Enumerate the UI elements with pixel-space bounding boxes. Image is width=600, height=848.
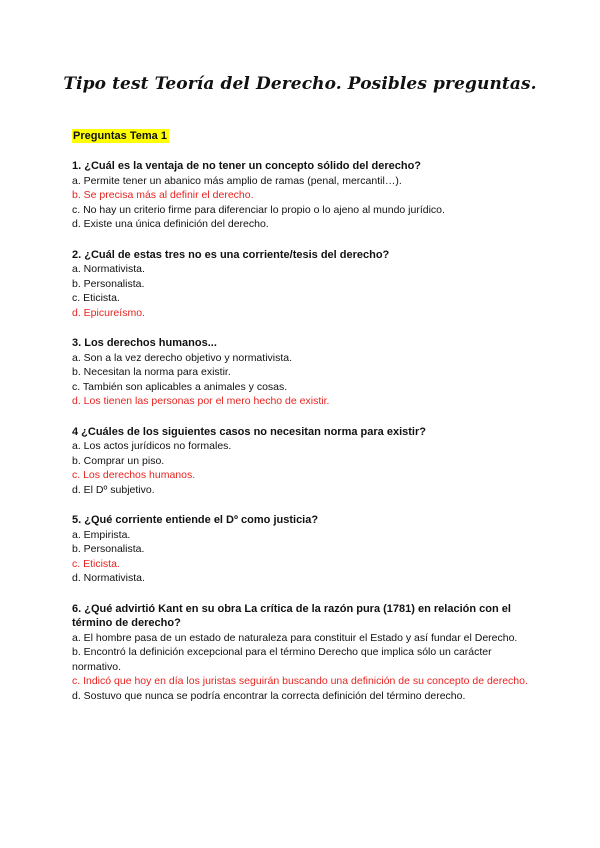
- section-heading: Preguntas Tema 1: [73, 130, 167, 142]
- answer-option-correct: b. Se precisa más al definir el derecho.: [72, 189, 254, 201]
- answer-option: a. Normativista.: [72, 263, 145, 275]
- answer-option: d. Normativista.: [72, 572, 145, 584]
- answer-option: a. Son a la vez derecho objetivo y normativista.: [72, 351, 293, 364]
- answer-option: b. Personalista.: [72, 277, 145, 290]
- answer-option-correct: c. Indicó que hoy en día los juristas seguirán buscando una definición de su concepto de derecho.: [72, 675, 528, 687]
- question-4: [72, 425, 532, 498]
- question-text: 1. ¿Cuál es la ventaja de no tener un concepto sólido del derecho?: [72, 160, 422, 172]
- answer-option: b. Necesitan la norma para existir.: [72, 366, 231, 378]
- answer-option: d. Sostuvo que nunca se podría encontrar la correcta definición del término derecho.: [72, 689, 466, 702]
- answer-option: c. También son aplicables a animales y cosas.: [72, 380, 288, 393]
- page-title: Tipo test Teoría del Derecho. Posibles preguntas.: [63, 74, 537, 94]
- question-text: 5. ¿Qué corriente entiende el Dº como justicia?: [72, 514, 319, 526]
- answer-option: d. Existe una única definición del derecho.: [72, 218, 269, 230]
- answer-option: a. Los actos jurídicos no formales.: [72, 440, 232, 452]
- answer-option: c. Eticista.: [72, 292, 120, 304]
- question-text: 3. Los derechos humanos...: [72, 337, 217, 349]
- answer-option: a. El hombre pasa de un estado de naturaleza para constituir el Estado y así fundar el Derecho.: [72, 631, 518, 644]
- answer-option: c. No hay un criterio firme para diferenciar lo propio o lo ajeno al mundo jurídico.: [72, 203, 445, 216]
- question-2: [72, 248, 532, 321]
- question-text: 4 ¿Cuáles de los siguientes casos no necesitan norma para existir?: [72, 425, 426, 438]
- answer-option: b. Encontró la definición excepcional para el término Derecho que implica sólo un carácter normativo.: [72, 646, 492, 673]
- answer-option-correct: d. Los tienen las personas por el mero hecho de existir.: [72, 395, 330, 407]
- answer-option: d. El Dº subjetivo.: [72, 483, 155, 496]
- answer-option: a. Permite tener un abanico más amplio de ramas (penal, mercantil…).: [72, 174, 402, 187]
- question-5: [72, 513, 532, 586]
- question-3: [72, 336, 532, 409]
- answer-option-correct: c. Los derechos humanos.: [72, 469, 196, 481]
- question-1: [72, 159, 532, 232]
- question-list: [72, 159, 532, 719]
- answer-option: b. Personalista.: [72, 543, 145, 555]
- question-text: 6. ¿Qué advirtió Kant en su obra La crítica de la razón pura (1781) en relación con el término de derecho?: [72, 602, 511, 629]
- answer-option: a. Empirista.: [72, 528, 131, 541]
- answer-option-correct: d. Epicureísmo.: [72, 306, 145, 319]
- question-6: [72, 602, 532, 704]
- answer-option: b. Comprar un piso.: [72, 454, 165, 467]
- answer-option-correct: c. Eticista.: [72, 557, 120, 570]
- question-text: 2. ¿Cuál de estas tres no es una corriente/tesis del derecho?: [72, 248, 390, 261]
